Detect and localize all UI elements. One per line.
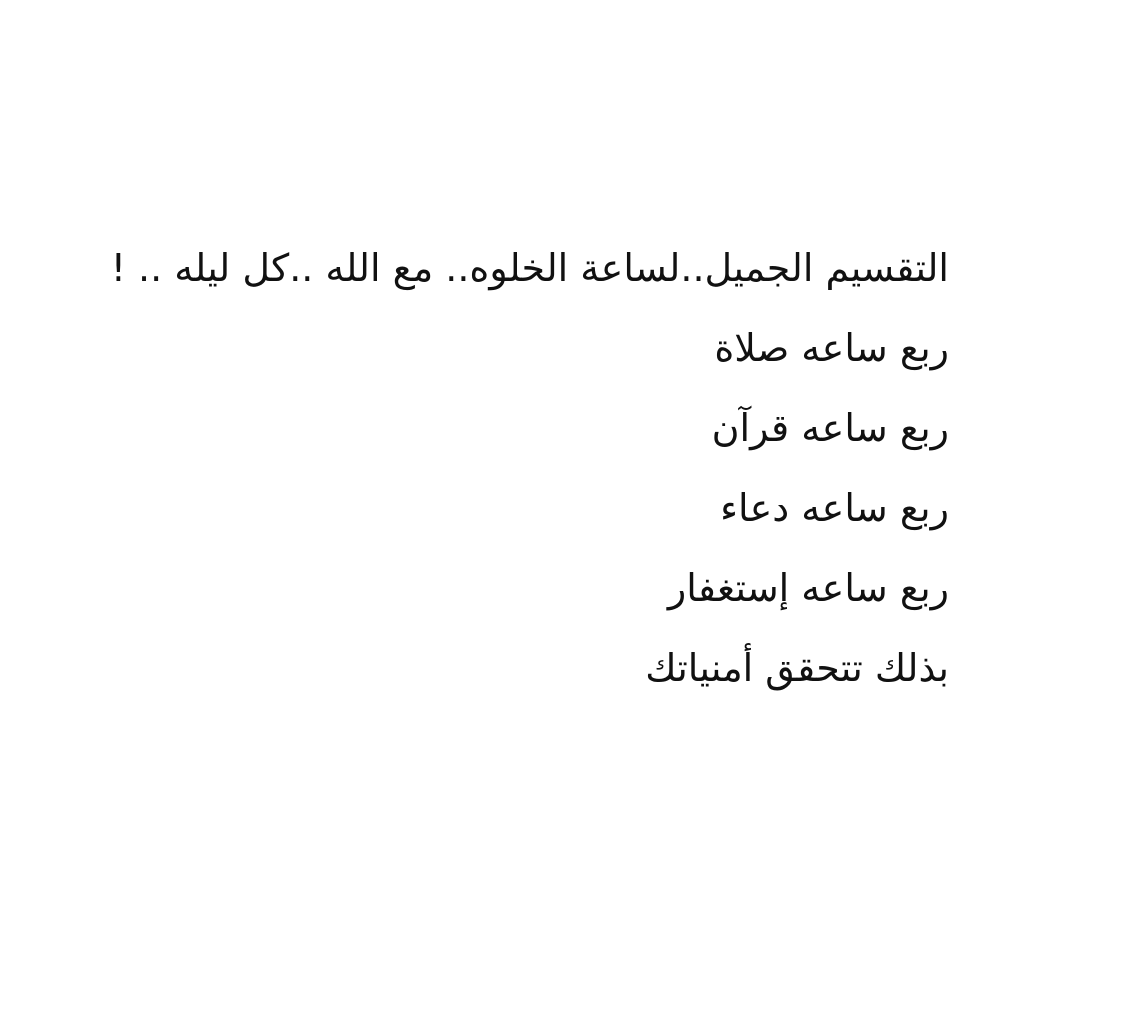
istighfar-line: ربع ساعه إستغفار	[667, 566, 949, 610]
dua-line: ربع ساعه دعاء	[720, 486, 949, 530]
prayer-line: ربع ساعه صلاة	[714, 326, 949, 370]
quote-text-block	[110, 228, 949, 708]
heading-line: التقسيم الجميل..لساعة الخلوه.. مع الله ..كل ليله .. !	[110, 246, 949, 290]
closing-line: بذلك تتحقق أمنياتك	[645, 646, 949, 690]
quran-line: ربع ساعه قرآن	[711, 406, 949, 450]
